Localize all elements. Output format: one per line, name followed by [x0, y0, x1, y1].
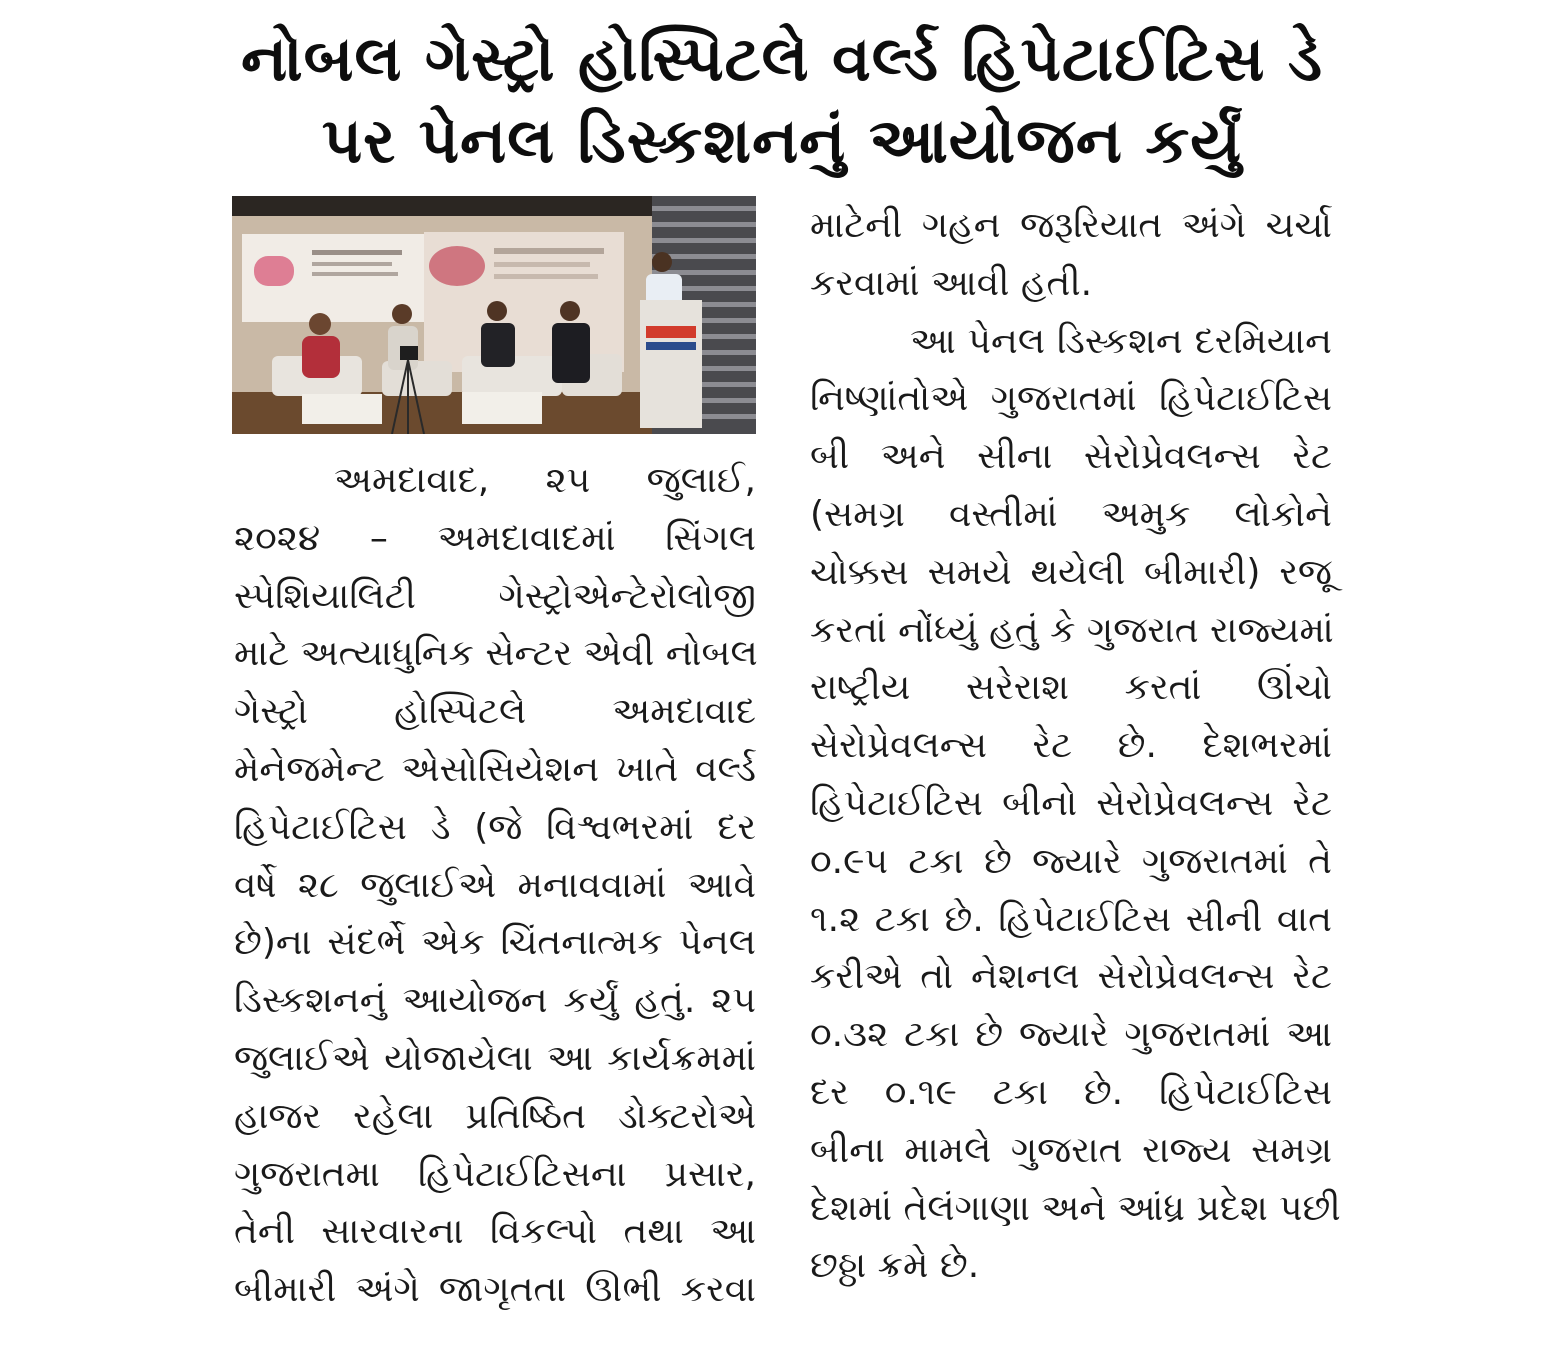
headline-line-1: નોબલ ગેસ્ટ્રો હોસ્પિટલે વર્લ્ડ હિપેટાઈટિસ ડે [240, 22, 1323, 95]
article-headline [200, 18, 1364, 182]
text-line: ગેસ્ટ્રો હોસ્પિટલે અમદાવાદ [234, 691, 756, 733]
text-line: ગુજરાતમા હિપેટાઈટિસના પ્રસાર, [234, 1153, 756, 1195]
text-line: ૨૦૨૪ – અમદાવાદમાં સિંગલ [234, 517, 756, 559]
text-line: માટેની ગહન જરૂરિયાત અંગે ચર્ચા [810, 205, 1332, 246]
headline-line-2: પર પેનલ ડિસ્કશનનું આયોજન કર્યું [321, 104, 1243, 177]
text-line: હાજર રહેલા પ્રતિષ્ઠિત ડોક્ટરોએ [234, 1095, 756, 1137]
text-line: બીના મામલે ગુજરાત રાજ્ય સમગ્ર [810, 1129, 1332, 1171]
text-line: રાષ્ટ્રીય સરેરાશ કરતાં ઊંચો [810, 667, 1332, 709]
text-line: વર્ષે ૨૮ જુલાઈએ મનાવવામાં આવે [234, 864, 756, 906]
event-photo [232, 196, 756, 434]
text-line: ચોક્કસ સમયે થયેલી બીમારી) રજૂ [810, 551, 1332, 593]
text-line: સેરોપ્રેવલન્સ રેટ છે. દેશભરમાં [810, 725, 1332, 767]
text-line: ૧.૨ ટકા છે. હિપેટાઈટિસ સીની વાત [810, 898, 1332, 940]
text-line: દેશમાં તેલંગાણા અને આંધ્ર પ્રદેશ પછી [810, 1187, 1341, 1229]
text-line: કરતાં નોંધ્યું હતું કે ગુજરાત રાજ્યમાં [810, 609, 1334, 651]
text-line: સ્પેશિયાલિટી ગેસ્ટ્રોએન્ટેરોલોજી [234, 575, 756, 617]
text-line: ૦.૯૫ ટકા છે જ્યારે ગુજરાતમાં તે [810, 840, 1332, 882]
text-line: છે)ના સંદર્ભે એક ચિંતનાત્મક પેનલ [234, 922, 756, 964]
text-line: ૦.૩૨ ટકા છે જ્યારે ગુજરાતમાં આ [810, 1014, 1332, 1056]
text-line: નિષ્ણાંતોએ ગુજરાતમાં હિપેટાઈટિસ [810, 378, 1332, 420]
text-line: અમદાવાદ, ૨૫ જુલાઈ, [334, 460, 756, 501]
text-line: હિપેટાઈટિસ બીનો સેરોપ્રેવલન્સ રેટ [810, 782, 1332, 824]
panel-discussion-photo [232, 196, 756, 434]
text-line: માટે અત્યાધુનિક સેન્ટર એવી નોબલ [234, 633, 758, 675]
text-line: ડિસ્કશનનું આયોજન કર્યું હતું. ૨૫ [234, 980, 756, 1022]
text-line: બી અને સીના સેરોપ્રેવલન્સ રેટ [810, 436, 1332, 478]
text-line: હિપેટાઈટિસ ડે (જે વિશ્વભરમાં દર [234, 806, 756, 848]
text-line: કરવામાં આવી હતી. [810, 262, 1093, 304]
text-line: દર ૦.૧૯ ટકા છે. હિપેટાઈટિસ [810, 1071, 1332, 1113]
text-line: આ પેનલ ડિસ્કશન દરમિયાન [910, 320, 1332, 362]
article-column-left [234, 452, 756, 1319]
text-line: બીમારી અંગે જાગૃતતા ઊભી કરવા [234, 1269, 756, 1311]
text-line: કરીએ તો નેશનલ સેરોપ્રેવલન્સ રેટ [810, 956, 1332, 998]
text-line: જુલાઈએ યોજાયેલા આ કાર્યક્રમમાં [234, 1037, 756, 1079]
text-line: (સમગ્ર વસ્તીમાં અમુક લોકોને [810, 493, 1332, 535]
article-column-right [810, 197, 1341, 1295]
text-line: છઠ્ઠા ક્રમે છે. [810, 1245, 980, 1287]
text-line: તેની સારવારના વિકલ્પો તથા આ [234, 1211, 756, 1253]
text-line: મેનેજમેન્ટ એસોસિયેશન ખાતે વર્લ્ડ [234, 748, 756, 790]
